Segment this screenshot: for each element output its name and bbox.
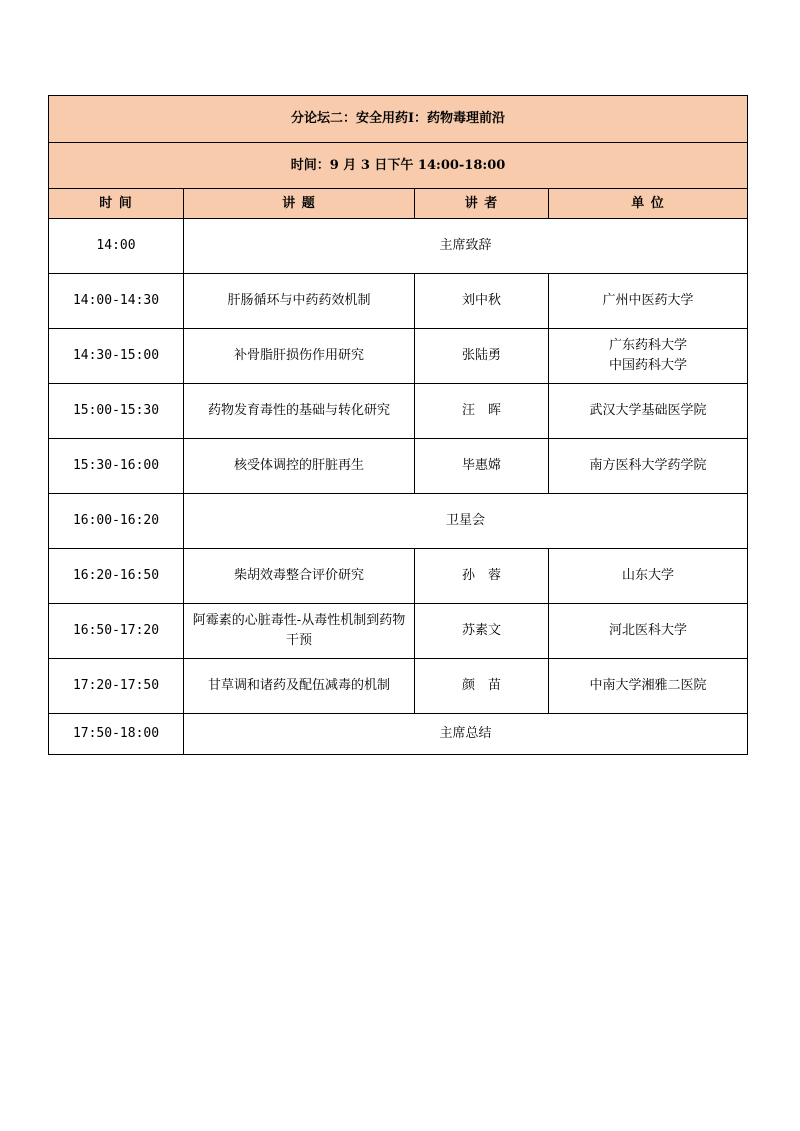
time-cell: 16:50-17:20	[49, 604, 184, 659]
unit-cell	[549, 384, 748, 439]
table-row	[49, 604, 748, 659]
topic-cell: 阿霉素的心脏毒性-从毒性机制到药物干预	[184, 604, 415, 659]
unit-line: 中南大学湘雅二医院	[589, 678, 707, 693]
topic-cell: 核受体调控的肝脏再生	[184, 439, 415, 494]
table-row	[49, 329, 748, 384]
header-topic: 讲 题	[184, 189, 415, 219]
time-row	[49, 143, 748, 189]
table-row	[49, 549, 748, 604]
time-cell: 16:00-16:20	[49, 494, 184, 549]
table-row	[49, 714, 748, 755]
header-row	[49, 189, 748, 219]
unit-cell	[549, 439, 748, 494]
session-time: 时间：9 月 3 日下午 14:00-18:00	[49, 143, 748, 189]
time-cell: 16:20-16:50	[49, 549, 184, 604]
topic-cell: 肝肠循环与中药药效机制	[184, 274, 415, 329]
forum-title: 分论坛二：安全用药Ⅰ：药物毒理前沿	[49, 96, 748, 143]
table-row	[49, 219, 748, 274]
unit-cell	[549, 549, 748, 604]
time-cell: 14:00-14:30	[49, 274, 184, 329]
header-speaker: 讲 者	[415, 189, 549, 219]
unit-line: 南方医科大学药学院	[589, 458, 707, 473]
speaker-cell: 孙 蓉	[415, 549, 549, 604]
table-row	[49, 384, 748, 439]
topic-cell: 甘草调和诸药及配伍减毒的机制	[184, 659, 415, 714]
table-row	[49, 439, 748, 494]
unit-line: 山东大学	[622, 568, 675, 583]
speaker-cell: 苏素文	[415, 604, 549, 659]
table-row	[49, 274, 748, 329]
time-cell: 14:30-15:00	[49, 329, 184, 384]
unit-cell	[549, 604, 748, 659]
merged-session-cell: 主席总结	[184, 714, 748, 755]
table-row	[49, 494, 748, 549]
merged-session-cell: 卫星会	[184, 494, 748, 549]
unit-cell	[549, 329, 748, 384]
title-row	[49, 96, 748, 143]
unit-cell	[549, 659, 748, 714]
header-time: 时 间	[49, 189, 184, 219]
topic-cell: 药物发育毒性的基础与转化研究	[184, 384, 415, 439]
time-cell: 15:30-16:00	[49, 439, 184, 494]
table-row	[49, 659, 748, 714]
speaker-cell: 刘中秋	[415, 274, 549, 329]
time-cell: 17:50-18:00	[49, 714, 184, 755]
speaker-cell: 汪 晖	[415, 384, 549, 439]
unit-line: 中国药科大学	[609, 358, 688, 373]
agenda-page	[48, 95, 747, 755]
time-cell: 15:00-15:30	[49, 384, 184, 439]
unit-line: 广州中医药大学	[602, 293, 694, 308]
schedule-table	[48, 95, 748, 755]
speaker-cell: 张陆勇	[415, 329, 549, 384]
unit-line: 河北医科大学	[609, 623, 688, 638]
unit-cell	[549, 274, 748, 329]
merged-session-cell: 主席致辞	[184, 219, 748, 274]
speaker-cell: 毕惠嫦	[415, 439, 549, 494]
speaker-cell: 颜 苗	[415, 659, 549, 714]
unit-line: 广东药科大学	[609, 338, 688, 353]
time-cell: 17:20-17:50	[49, 659, 184, 714]
topic-cell: 补骨脂肝损伤作用研究	[184, 329, 415, 384]
time-cell: 14:00	[49, 219, 184, 274]
header-unit: 单 位	[549, 189, 748, 219]
topic-cell: 柴胡效毒整合评价研究	[184, 549, 415, 604]
unit-line: 武汉大学基础医学院	[589, 403, 707, 418]
